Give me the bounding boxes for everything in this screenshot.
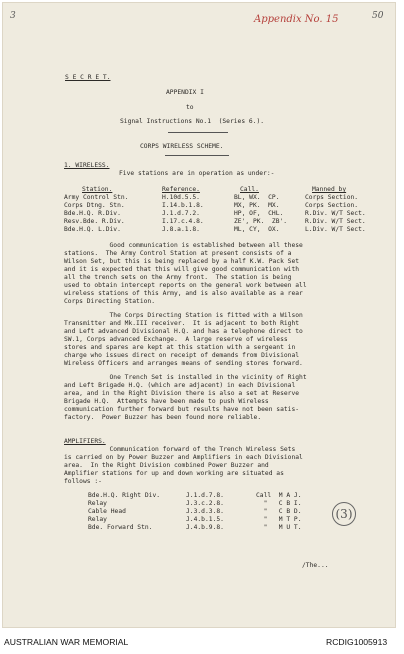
reference-cell: J.1.d.7.8.: [186, 492, 224, 499]
appendix-stamp: Appendix No. 15: [254, 14, 339, 25]
text-line: wireless stations of this Army, and is also available as a rear: [64, 290, 303, 297]
reference-cell: I.14.b.1.8.: [162, 202, 204, 209]
text-line: SW.1, Corps advanced Exchange. A large reserve of wireless: [64, 336, 288, 343]
call-cell: ML, CY, OX.: [234, 226, 280, 233]
text-line: communication further forward but results have not been satis-: [64, 406, 300, 413]
reference-cell: J.4.b.9.8.: [186, 524, 224, 531]
appendix-title: APPENDIX I: [166, 89, 204, 96]
station-cell: Resv.Bde. R.Div.: [64, 218, 125, 225]
manned-by-cell: R.Div. W/T Sect.: [305, 210, 366, 217]
archive-name: AUSTRALIAN WAR MEMORIAL: [4, 637, 129, 647]
text-line: stations. The Army Control Station at present consists of a: [64, 250, 292, 257]
manned-by-cell: R.Div. W/T Sect.: [305, 218, 366, 225]
text-line: Wilson Set, but this is being replaced by a half K.W. Pack Set: [64, 258, 300, 265]
text-line: Transmitter and Mk.III receiver. It is adjacent to both Right: [64, 320, 300, 327]
text-line: and Left advanced Divisional H.Q. and has a telephone direct to: [64, 328, 303, 335]
station-cell: Bde. Forward Stn.: [88, 524, 153, 531]
text-line: Good communication is established between all these: [64, 242, 303, 249]
text-line: Communication forward of the Trench Wireless Sets: [64, 446, 296, 453]
call-cell: BL, WX. CP.: [234, 194, 280, 201]
text-line: factory. Power Buzzer has been found more reliable.: [64, 414, 262, 421]
call-cell: " M U T.: [256, 524, 302, 531]
reference-cell: J.3.d.3.8.: [186, 508, 224, 515]
circled-page-mark: (3): [332, 502, 356, 526]
text-line: charge who issues direct on receipt of demands from Divisional: [64, 352, 300, 359]
station-cell: Bde.H.Q. Right Div.: [88, 492, 161, 499]
text-line: and it is expected that this will give good communication with: [64, 266, 300, 273]
col-call: Call.: [240, 186, 259, 193]
reference-cell: J.8.a.1.8.: [162, 226, 200, 233]
call-cell: " C B D.: [256, 508, 302, 515]
document-page: [2, 2, 396, 628]
reference-cell: J.4.b.1.5.: [186, 516, 224, 523]
text-line: Brigade H.Q. Attempts have been made to push Wireless: [64, 398, 269, 405]
signal-instructions-line: Signal Instructions No.1 (Series 6.).: [120, 118, 265, 125]
station-cell: Bde.H.Q. L.Div.: [64, 226, 121, 233]
continuation: /The...: [302, 562, 329, 569]
manned-by-cell: Corps Section.: [305, 194, 359, 201]
reference-cell: J.3.c.2.8.: [186, 500, 224, 507]
to-line: to: [186, 104, 194, 111]
folio-number: 50: [372, 11, 384, 21]
station-cell: Bde.H.Q. R.Div.: [64, 210, 121, 217]
col-manned-by: Manned by: [312, 186, 347, 193]
wireless-intro: Five stations are in operation as under:-: [119, 170, 275, 177]
manned-by-cell: L.Div. W/T Sect.: [305, 226, 366, 233]
station-cell: Relay: [88, 516, 107, 523]
archive-id: RCDIG1005913: [326, 637, 388, 647]
call-cell: Call M A J.: [256, 492, 302, 499]
call-cell: MX, PK. MX.: [234, 202, 280, 209]
divider: [165, 155, 229, 156]
text-line: and Left Brigade H.Q. (which are adjacent) in each Divisional: [64, 382, 296, 389]
col-station: Station.: [82, 186, 113, 193]
manned-by-cell: Corps Section.: [305, 202, 359, 209]
wireless-heading: 1. WIRELESS.: [64, 162, 110, 169]
station-cell: Relay: [88, 500, 107, 507]
text-line: Corps Directing Station.: [64, 298, 155, 305]
text-line: One Trench Set is installed in the vicinity of Right: [64, 374, 307, 381]
text-line: The Corps Directing Station is fitted with a Wilson: [64, 312, 303, 319]
reference-cell: I.17.c.4.8.: [162, 218, 204, 225]
call-cell: " M T P.: [256, 516, 302, 523]
text-line: is carried on by Power Buzzer and Amplifiers in each Divisional: [64, 454, 303, 461]
text-line: Wireless Officers and arranges means of sending stores forward.: [64, 360, 303, 367]
text-line: used to obtain intercept reports on the general work between all: [64, 282, 307, 289]
station-cell: Corps Dtng. Stn.: [64, 202, 125, 209]
text-line: Amplifier stations for up and down working are situated as: [64, 470, 284, 477]
reference-cell: H.10d.5.5.: [162, 194, 200, 201]
text-line: follows :-: [64, 478, 102, 485]
text-line: all the trench sets on the Army front. The station is being: [64, 274, 292, 281]
text-line: stores and spares are kept at this station with a sergeant in: [64, 344, 296, 351]
text-line: area, and in the Right Division there is also a set at Reserve: [64, 390, 300, 397]
call-cell: ZE', PK. ZB'.: [234, 218, 288, 225]
text-line: area. In the Right Division combined Power Buzzer and: [64, 462, 269, 469]
station-cell: Army Control Stn.: [64, 194, 129, 201]
divider: [168, 132, 228, 133]
col-reference: Reference.: [162, 186, 200, 193]
corner-mark: 3: [10, 11, 16, 21]
amplifiers-heading: AMPLIFIERS.: [64, 438, 106, 445]
scheme-title: CORPS WIRELESS SCHEME.: [140, 143, 224, 150]
station-cell: Cable Head: [88, 508, 126, 515]
reference-cell: J.1.d.7.2.: [162, 210, 200, 217]
call-cell: " C B I.: [256, 500, 302, 507]
secret-heading: S E C R E T.: [65, 74, 111, 81]
call-cell: HP, OF, CHL.: [234, 210, 284, 217]
